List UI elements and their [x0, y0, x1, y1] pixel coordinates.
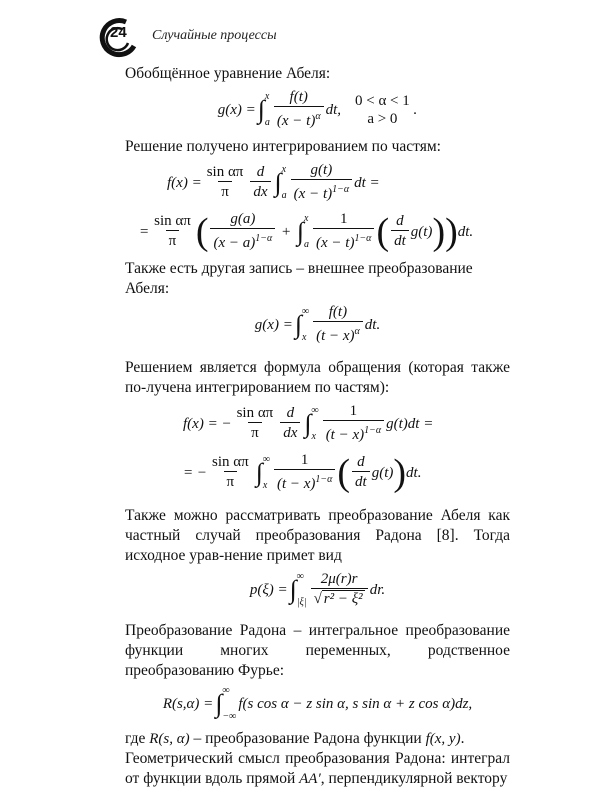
equation-inversion-line2: = − $\frac{\text{sin απ}}{\pi}$ ∫ ∞ x $\frac{1}{(t - x)^{1-\alpha}}$ ( $\frac{d}{dt}$ g(t) ) dt. — [183, 451, 422, 494]
paragraph-geometric-meaning: Геометрический смысл преобразования Радона: интеграл от функции вдоль прямой AA′, перпендикулярной вектору — [125, 750, 510, 787]
integral-sign: ∫ — [296, 216, 304, 246]
equation-radon-abel: p(ξ) = ∫ ∞ |ξ| $\frac{2\mu(r)r}{\text{√ r² − ξ²}}$ dr. — [249, 570, 386, 608]
integral-sign: ∫ — [289, 574, 297, 604]
fraction-denominator: $(x - t)^\alpha$ — [274, 106, 324, 131]
paragraph-solution: Решение получено интегрированием по частям: — [125, 138, 441, 155]
integral-sign: ∫ — [274, 167, 282, 197]
fraction — [274, 88, 324, 131]
page-body — [125, 64, 510, 789]
paragraph-where: где R(s, α) – преобразование Радона функции f(x, y). — [125, 730, 465, 747]
equation-external-abel: g(x) = ∫ ∞ x $\frac{f(t)}{(t - x)^\alpha}$ dt. — [254, 304, 381, 344]
integral-sign: ∫ — [215, 689, 223, 718]
fraction-numerator: f(t) — [289, 89, 308, 105]
paragraph-radon-special-case: Также можно рассматривать преобразование Абеля как частный случай преобразования Радона [8]. Тогда исходное урав-нение примет вид — [125, 507, 510, 564]
eq-lhs: g(x) = — [217, 101, 256, 118]
paragraph-inversion: Решением является формула обращения (которая также по-лучена интегрированием по частям): — [125, 359, 510, 396]
equation-solution-line1: f(x) = $\frac{\text{sin απ}}{\pi}$ $\frac{d}{dx}$ ∫ x a $\frac{g(t)}{(x - t)^{1-\alpha}}$ dt = — [167, 162, 380, 202]
equation-abel: g(x) = ∫ x a $\frac{f(t)}{(x - t)^\alpha}$ dt, 0 < α < 1 a > 0 . — [217, 89, 418, 129]
running-title: Случайные процессы — [152, 28, 277, 43]
integral-sign: ∫ — [294, 309, 302, 339]
integral-limits: x a — [264, 90, 270, 128]
paragraph-radon-definition: Преобразование Радона – интегральное преобразование функции многих переменных, родственное преобразованию Фурье: — [125, 622, 510, 679]
equation-inversion-line1: f(x) = − $\frac{\text{sin απ}}{\pi}$ $\frac{d}{dx}$ ∫ ∞ x $\frac{1}{(t - x)^{1-\alpha}}$ g(t)dt = — [183, 403, 434, 443]
paragraph-external-abel: Также есть другая запись – внешнее преобразование Абеля: — [125, 260, 473, 297]
integral-sign: ∫ — [257, 94, 265, 124]
equation-radon-transform: R(s,α) = ∫ ∞ −∞ f(s cos α − z sin α, s sin α + z cos α)dz, — [162, 685, 473, 722]
integral-sign: ∫ — [304, 408, 312, 438]
page-number: 24 — [110, 24, 127, 41]
equation-solution-line2: = $\frac{\text{sin απ}}{\pi}$ ( $\frac{g(a)}{(x - a)^{1-\alpha}}$ + ∫ x a $\frac{1}{(x - t)^{1-\alpha}}$ ( $\frac{d}{dt}$ g(t) )) dt. — [139, 210, 474, 253]
equation-conditions: 0 < α < 1 a > 0 — [354, 92, 410, 127]
paragraph-abel-intro: Обобщённое уравнение Абеля: — [125, 65, 331, 82]
integral-sign: ∫ — [255, 457, 263, 487]
